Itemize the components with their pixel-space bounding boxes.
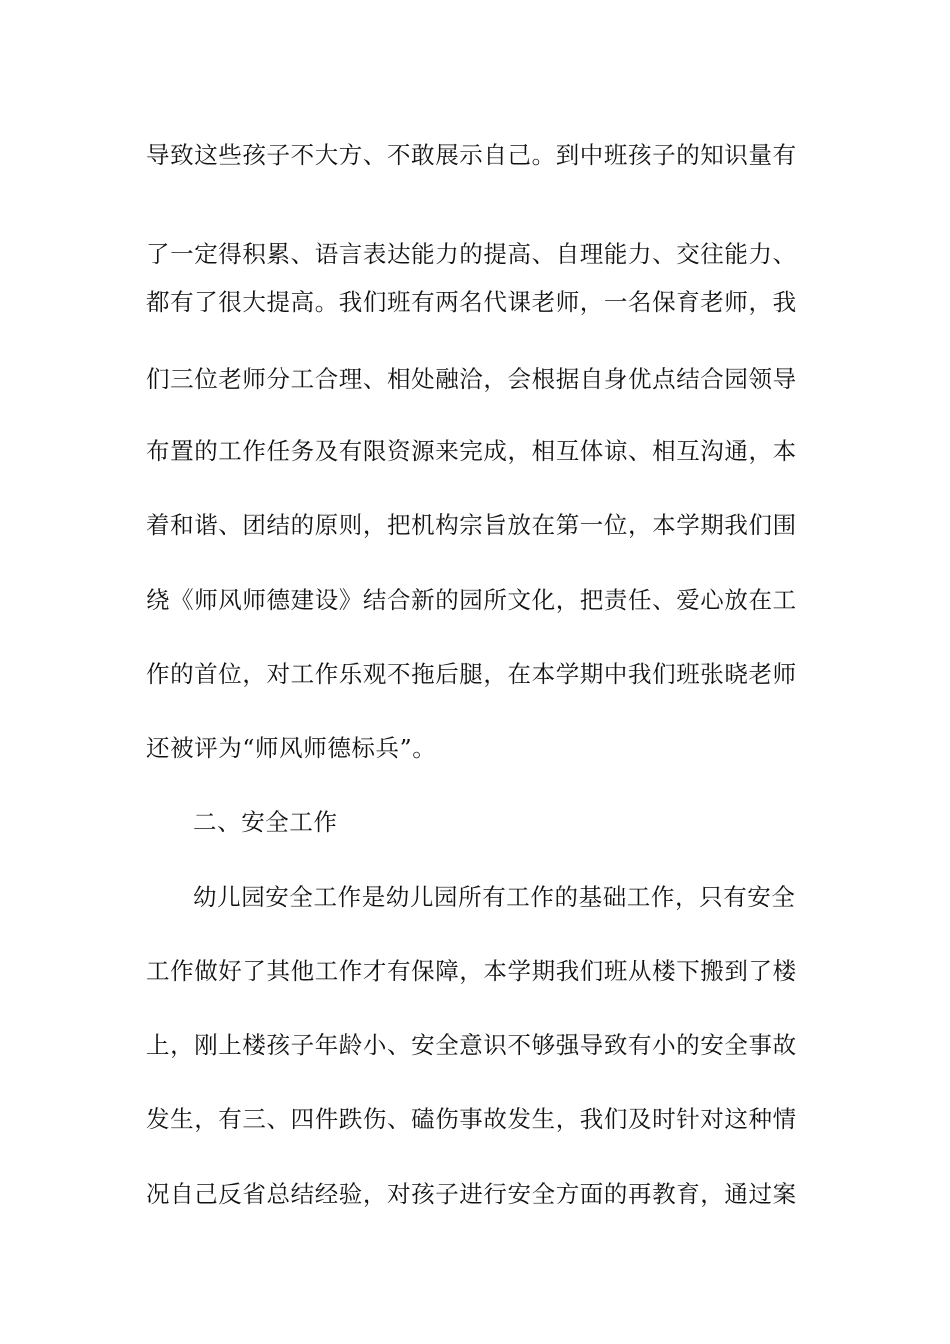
body-text-line: 工作做好了其他工作才有保障，本学期我们班从楼下搬到了楼 bbox=[146, 957, 797, 985]
body-text-line: 作的首位，对工作乐观不拖后腿，在本学期中我们班张晓老师 bbox=[146, 660, 797, 688]
body-text-line: 上，刚上楼孩子年龄小、安全意识不够强导致有小的安全事故 bbox=[146, 1031, 797, 1059]
section-heading: 二、安全工作 bbox=[193, 808, 338, 836]
body-text-line: 发生，有三、四件跌伤、磕伤事故发生，我们及时针对这种情 bbox=[146, 1105, 797, 1133]
body-text-line: 还被评为“师风师德标兵”。 bbox=[146, 734, 437, 762]
body-text-line: 都有了很大提高。我们班有两名代课老师，一名保育老师，我 bbox=[146, 288, 797, 316]
body-text-line: 导致这些孩子不大方、不敢展示自己。到中班孩子的知识量有 bbox=[146, 141, 797, 169]
body-text-line: 们三位老师分工合理、相处融洽，会根据自身优点结合园领导 bbox=[146, 365, 797, 393]
body-text-line: 了一定得积累、语言表达能力的提高、自理能力、交往能力、 bbox=[146, 240, 797, 268]
body-text-line: 况自己反省总结经验，对孩子进行安全方面的再教育，通过案 bbox=[146, 1180, 797, 1208]
body-text-line: 布置的工作任务及有限资源来完成，相互体谅、相互沟通，本 bbox=[146, 437, 797, 465]
body-text-line: 幼儿园安全工作是幼儿园所有工作的基础工作，只有安全 bbox=[193, 883, 796, 911]
body-text-line: 绕《师风师德建设》结合新的园所文化，把责任、爱心放在工 bbox=[146, 586, 797, 614]
body-text-line: 着和谐、团结的原则，把机构宗旨放在第一位，本学期我们围 bbox=[146, 511, 797, 539]
